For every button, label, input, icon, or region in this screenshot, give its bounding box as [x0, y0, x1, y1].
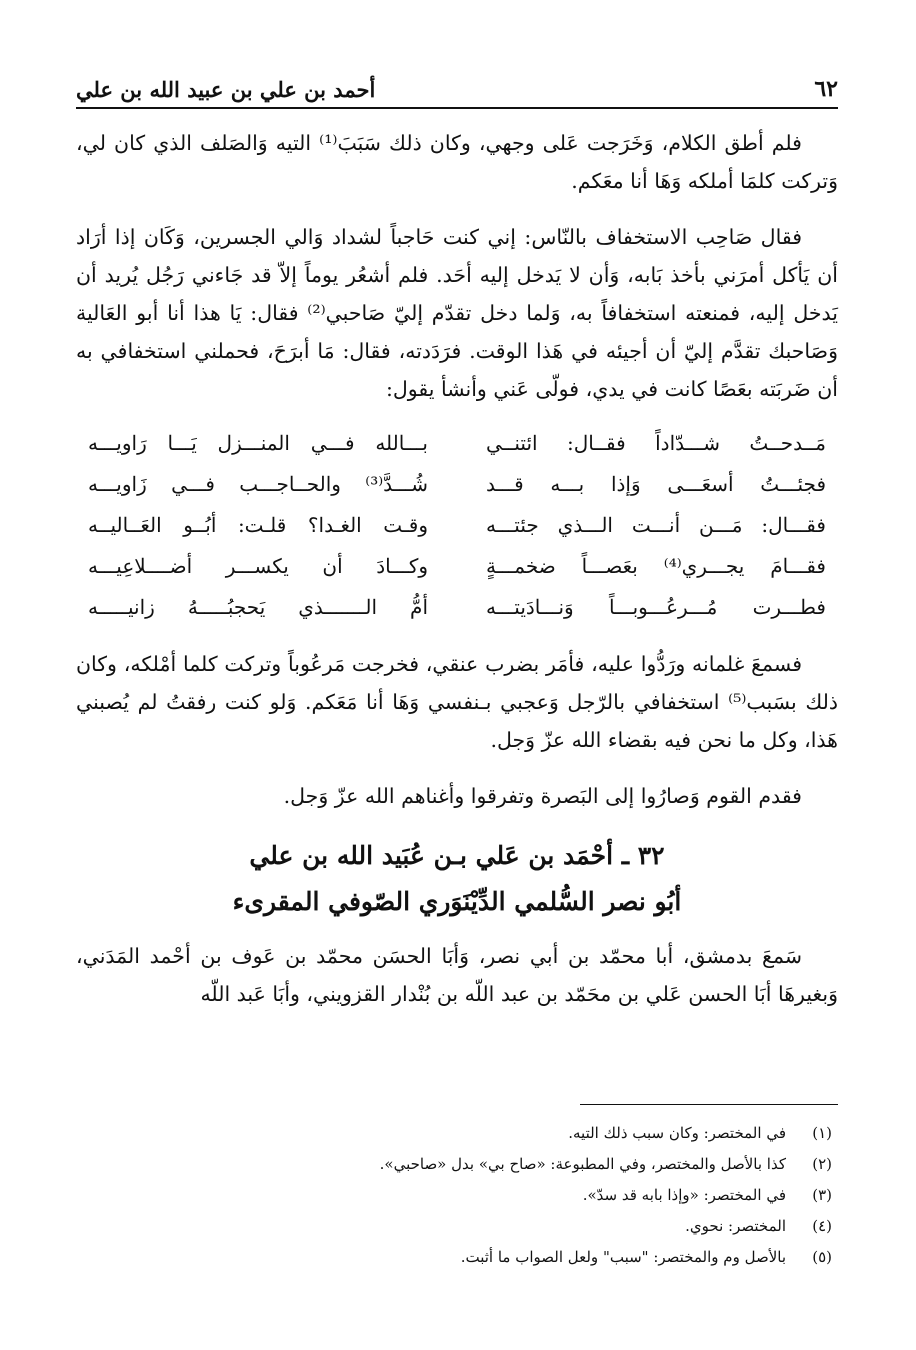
footnote-number: (٥) [812, 1248, 832, 1266]
hemistich-first: فطـــرت مُـــرعُـــوبـــاً وَنـــادَيتـــه [486, 594, 826, 619]
running-header [76, 66, 838, 102]
poem [76, 422, 838, 627]
verse [88, 463, 826, 504]
footnote-number: (١) [812, 1124, 832, 1142]
biography-heading [76, 833, 838, 925]
footnote-text: بالأصل وم والمختصر: "سبب" ولعل الصواب ما أثبت. [460, 1248, 786, 1266]
paragraph: فقال صَاحِب الاستخفاف بالنّاس: إني كنت حَاجباً لشداد وَالي الجسرين، وَكَان إذا أرَاد أن يَأكل أمرَني بأخذ بَابه، وَأن لا يَدخل إليه أحَد. فلم أشعُر يوماً إلاّ قد جَاءني رَجُل يُريد أن يَدخل إليه، فمنعته استخفافاً به، وَلما دخل تقدّم إليّ صَاحبي⁽²⁾ فقال: يَا هذا أنا أبو العَالية وَصَاحبك تقدَّم إليّ أن أجيئه في هَذا الوقت. فرَدَدته، فقال: مَا أبرَحَ، فحملني استخفافي به أن ضَربَته بعَصًا كانت في يدي، فولّى عَني وأنشأ يقول: [76, 225, 838, 401]
hemistich-second: وقـت الغـدا؟ قلـت: أبُــو العَــاليــه [88, 512, 428, 537]
footnote-text: المختصر: نحوي. [685, 1217, 786, 1235]
hemistich-second: أمُّ الـــــــذي يَحجبُـــــهُ زانيـــــه [88, 594, 428, 619]
biography-heading-line2: أبُو نصر السُّلمي الدِّيْنَوَري الصّوفي المقرىء [232, 887, 682, 916]
footnote-text: في المختصر: «وإذا بابه قد سدّ». [582, 1186, 786, 1204]
footnote [76, 1118, 838, 1149]
footnote [76, 1149, 838, 1180]
verse [88, 504, 826, 545]
footnote-text: كذا بالأصل والمختصر، وفي المطبوعة: «صاح بي» بدل «صاحبي». [379, 1155, 786, 1173]
hemistich-first: مَــدحــتُ شـــدّاداً فقــال: ائتنــي [486, 430, 826, 455]
hemistich-first: فقـــال: مَـــن أنـــت الـــذي جئتـــه [486, 512, 826, 537]
hemistich-second: وكـــادَ أن يكســـر أضــــلاعِيـــه [88, 553, 428, 578]
hemistich-first: فجئـــتُ أسعَـــى وَإذا بـــه قـــد [486, 471, 826, 496]
paragraph: فقدم القوم وَصارُوا إلى البَصرة وتفرقوا وأغناهم الله عزّ وَجل. [283, 784, 802, 808]
verse [88, 586, 826, 627]
footnote-text: في المختصر: وكان سبب ذلك التيه. [568, 1124, 786, 1142]
verse [88, 422, 826, 463]
footnotes [76, 1118, 838, 1273]
biography-text: سَمعَ بدمشق، أبا محمّد بن أبي نصر، وَأبَا الحسَن محمّد بن عَوف بن أحْمد المَدَني، وَبغيرهَا أبَا الحسن عَلي بن محَمّد بن عبد اللّه بن بُنْدار القزويني، وأبَا عَبد اللّه [76, 944, 838, 1006]
footnote-rule [580, 1104, 838, 1105]
body-text [76, 124, 838, 1031]
footnote [76, 1211, 838, 1242]
footnote-number: (٤) [812, 1217, 832, 1235]
paragraph: فلم أطق الكلام، وَخَرَجت عَلى وجهي، وكان ذلك سَبَبَ⁽¹⁾ التيه وَالصَلف الذي كان لي، وَتركت كلمَا أملكه وَهَا أنا معَكم. [76, 131, 838, 193]
biography-heading-line1: ٣٢ ـ أحْمَد بن عَلي بـن عُبَيد الله بن علي [249, 841, 665, 870]
hemistich-second: بـــالله فـــي المنـــزل يَـــا رَاويـــه [88, 430, 428, 455]
verse [88, 545, 826, 586]
footnote [76, 1242, 838, 1273]
footnote [76, 1180, 838, 1211]
paragraph: فسمعَ غلمانه ورَدُّوا عليه، فأمَر بضرب عنقي، فخرجت مَرعُوباً وتركت كلما أمْلكه، وكان ذلك بسَبب⁽⁵⁾ استخفافي بالرّجل وَعجبي بـنفسي وَهَا أنا مَعَكم. وَلو كنت رفقتُ لم يُصبني هَذا، وكل ما نحن فيه بقضاء الله عزّ وَجل. [76, 652, 838, 752]
hemistich-second: شُـــدَّ⁽³⁾ والحــاجـــب فـــي زَاويـــه [88, 471, 428, 496]
hemistich-first: فقـــامَ يجـــري⁽⁴⁾ بعَصـــاً ضخمـــةٍ [486, 553, 826, 578]
page-number: ٦٢ [814, 76, 838, 102]
running-title: أحمد بن علي بن عبيد الله بن علي [76, 77, 376, 102]
footnote-number: (٢) [812, 1155, 832, 1173]
footnote-number: (٣) [812, 1186, 832, 1204]
header-rule [76, 107, 838, 109]
